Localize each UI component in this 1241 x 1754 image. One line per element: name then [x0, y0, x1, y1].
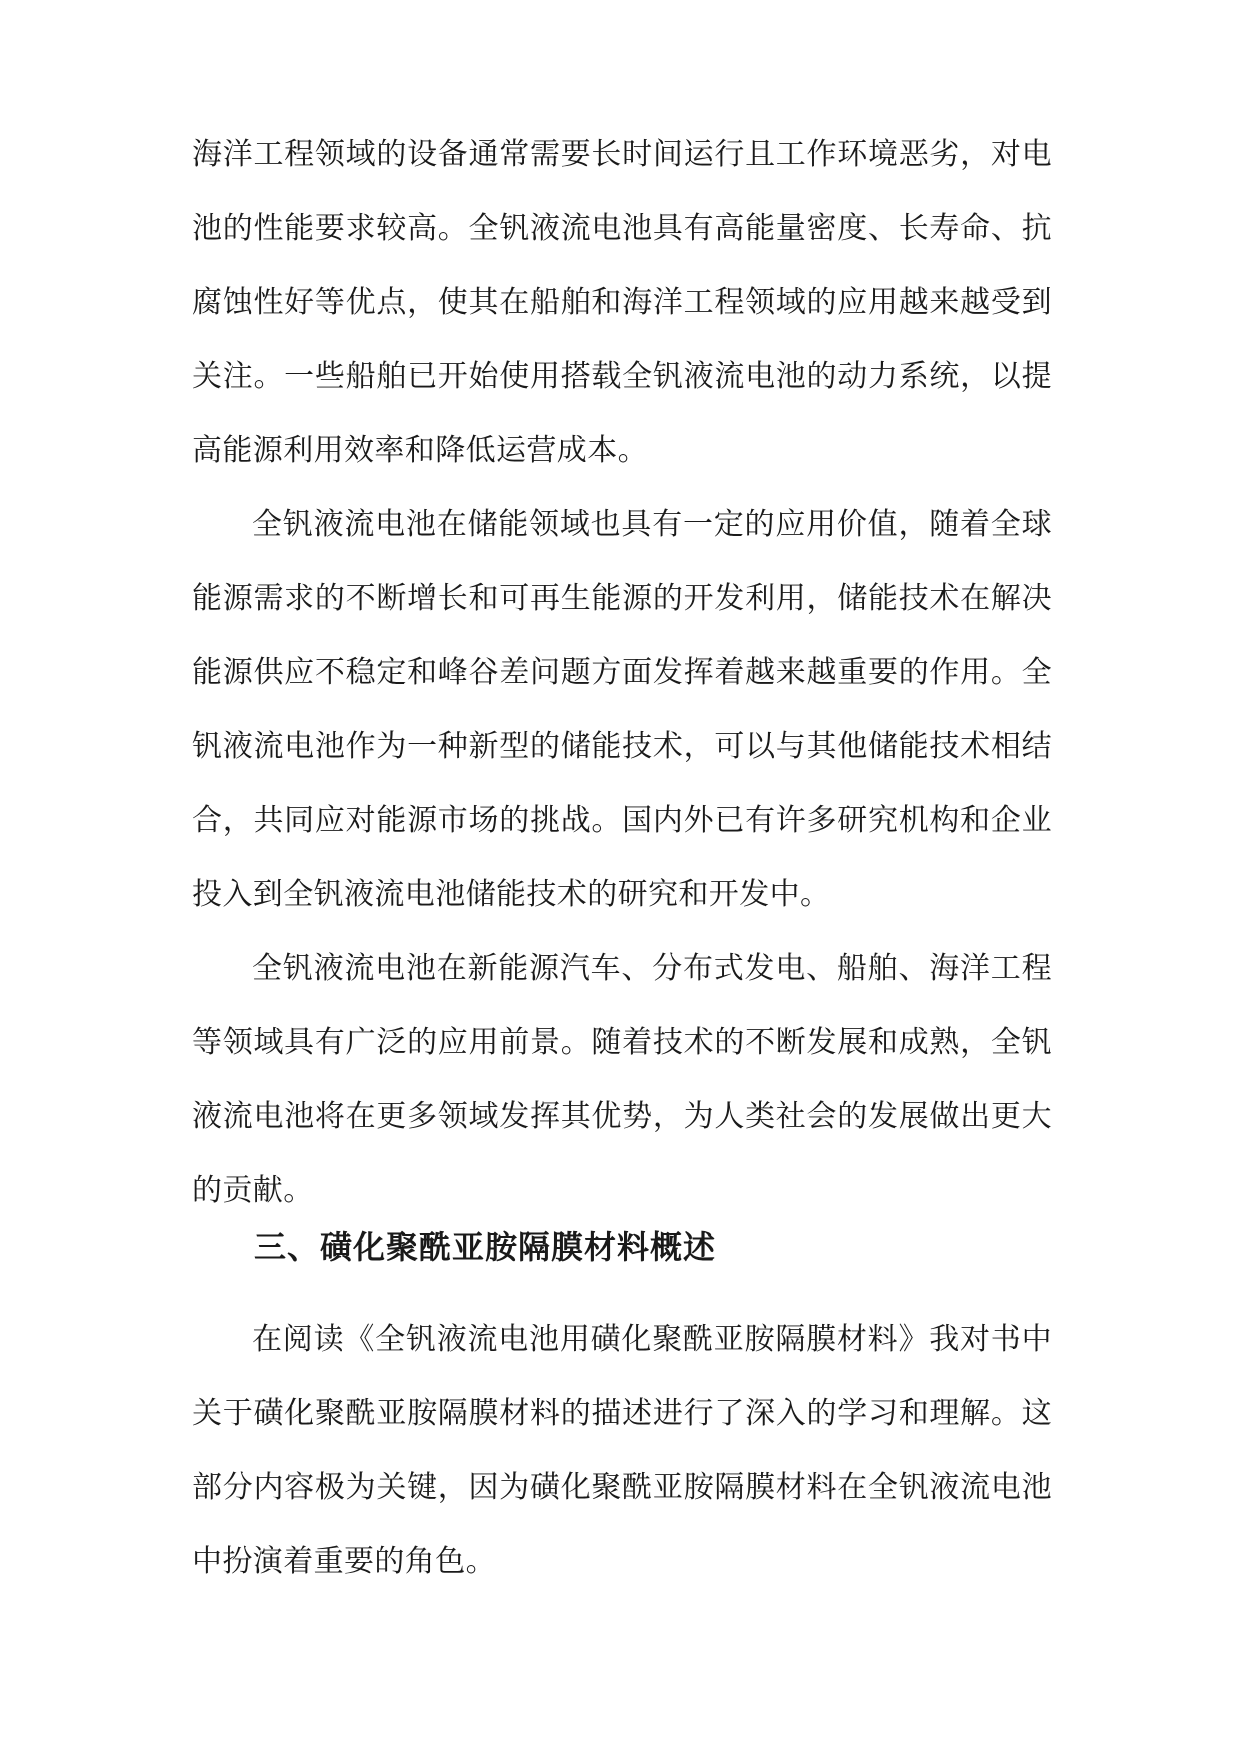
section-heading: 三、磺化聚酰亚胺隔膜材料概述	[254, 1228, 717, 1266]
paragraph-energy-storage: 全钒液流电池在储能领域也具有一定的应用价值，随着全球能源需求的不断增长和可再生能源的开发利用，储能技术在解决能源供应不稳定和峰谷差问题方面发挥着越来越重要的作用。全钒液流电池作为一种新型的储能技术，可以与其他储能技术相结合，共同应对能源市场的挑战。国内外已有许多研究机构和企业投入到全钒液流电池储能技术的研究和开发中。	[192, 507, 1052, 912]
body-text-lower	[192, 1303, 1052, 1599]
paragraph-marine-engineering: 海洋工程领域的设备通常需要长时间运行且工作环境恶劣，对电池的性能要求较高。全钒液流电池具有高能量密度、长寿命、抗腐蚀性好等优点，使其在船舶和海洋工程领域的应用越来越受到关注。一些船舶已开始使用搭载全钒液流电池的动力系统，以提高能源利用效率和降低运营成本。	[192, 137, 1052, 468]
paragraph-sulfonated-polyimide-intro: 在阅读《全钒液流电池用磺化聚酰亚胺隔膜材料》我对书中关于磺化聚酰亚胺隔膜材料的描述进行了深入的学习和理解。这部分内容极为关键，因为磺化聚酰亚胺隔膜材料在全钒液流电池中扮演着重要的角色。	[192, 1322, 1052, 1579]
paragraph-application-prospects: 全钒液流电池在新能源汽车、分布式发电、船舶、海洋工程等领域具有广泛的应用前景。随着技术的不断发展和成熟，全钒液流电池将在更多领域发挥其优势，为人类社会的发展做出更大的贡献。	[192, 951, 1052, 1208]
body-text-upper	[192, 118, 1052, 1228]
